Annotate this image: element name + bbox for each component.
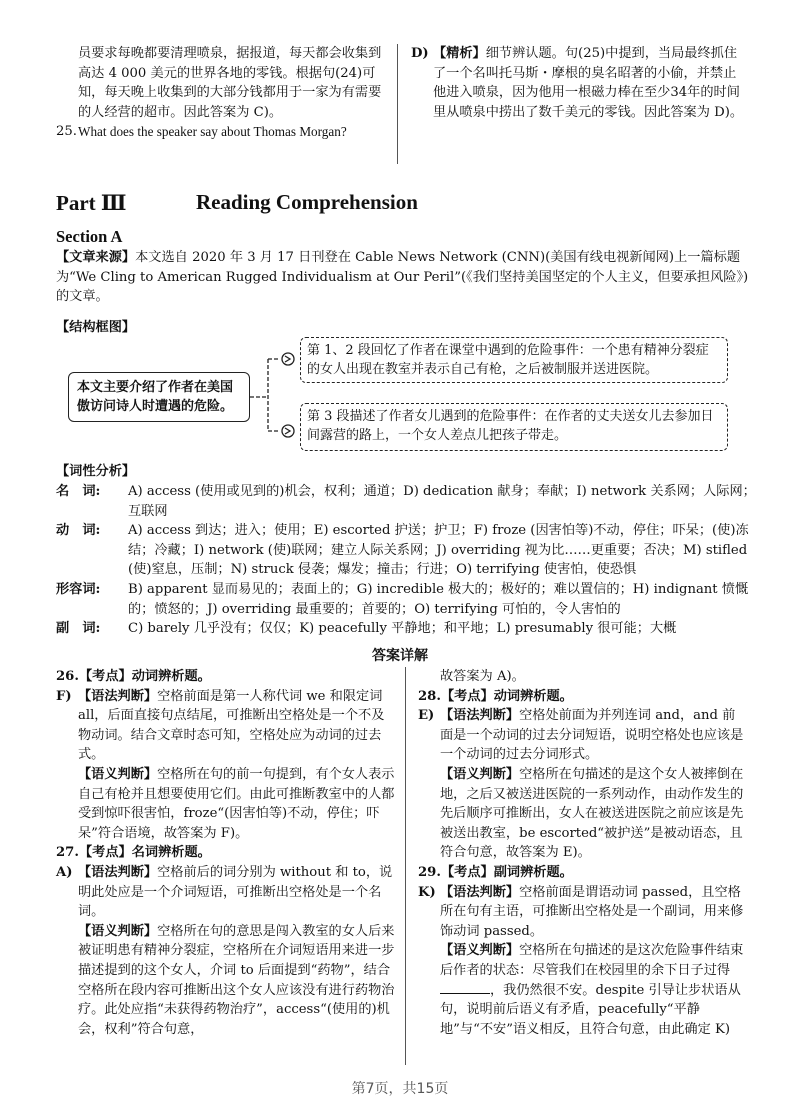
- q27-continuation: 故答案为 A)。: [440, 669, 525, 684]
- pos-row-adjective: 形容词: B) apparent 显而易见的；表面上的；G) incredible 极大的；极好的；难以置信的；H) indignant 愤慨的；愤怒的；J) overriding 最重要的；首要的；O) terrifying 可怕的，令人害怕的: [56, 581, 749, 617]
- paragraph-3-box: 第 3 段描述了作者女儿遇到的危险事件：在作者的丈夫送女儿去参加日间露营的路上，一个女人差点儿把孩子带走。: [300, 403, 728, 451]
- top-left-column: [56, 44, 386, 143]
- pos-row-noun: 名 词: A) access (使用或见到的)机会，权利；通道；D) dedication 献身；奉献；I) network 关系网；人际网；互联网: [56, 484, 756, 519]
- q28-grammar: E) 【语法判断】空格处前面为并列连词 and，and 前面是一个动词的过去分词短语，说明空格处也应该是一个动词的过去分词形式。: [418, 708, 744, 763]
- pos-row-verb: 动 词: A) access 到达；进入；使用；E) escorted 护送；护卫；F) froze (因害怕等)不动，停住；吓呆；(使)冻结；冷藏；I) network (使)联网；建立人际关系网；J) overriding 视为比……更重要；否决；M) stifled (使)窒息，压制；N) struck 侵袭；爆发；撞击；行进；O) terrifying 使害怕，使恐惧: [56, 523, 749, 578]
- q28-semantic: 【语义判断】空格所在句描述的是这个女人被摔倒在地，之后又被送进医院的一系列动作，由动作发生的先后顺序可推断出，女人在被送进医院之前应该是先被送出教室，be escorted“被护送”是被动语态，且符合句意，故答案为 E)。: [440, 766, 744, 861]
- analysis-tag: 【精析】: [433, 46, 486, 61]
- question-25-text: What does the speaker say about Thomas Morgan?: [78, 124, 347, 140]
- answers-left-column: [56, 667, 396, 1039]
- paragraph-1-2-box: 第 1、2 段回忆了作者在课堂中遇到的危险事件：一个患有精神分裂症的女人出现在教室并表示自己有枪，之后被制服并送进医院。: [300, 337, 728, 383]
- answer-25-label: D): [411, 46, 429, 61]
- q27-heading: 27.【考点】名词辨析题。: [56, 845, 211, 861]
- column-divider-top: [397, 44, 398, 164]
- top-left-paragraph: 员要求每晚都要清理喷泉，据报道，每天都会收集到高达 4 000 美元的世界各地的零钱。根据句(24)可知，每天晚上收集到的大部分钱都用于一家为有需要的人经营的超市。因此答案为 C)。: [78, 46, 382, 120]
- analysis-text: 细节辨认题。句(25)中提到，当局最终抓住了一个名叫托马斯・摩根的臭名昭著的小偷，并禁止他进入喷泉，因为他用一根磁力棒在至少34年的时间里从喷泉中捞出了数千美元的零钱。因此答案为 D)。: [433, 46, 744, 120]
- q28-heading: 28.【考点】动词辨析题。: [418, 688, 573, 704]
- q27-grammar: A) 【语法判断】空格前后的词分别为 without 和 to，说明此处应是一个介词短语，可推断出空格处是一个名词。: [56, 864, 393, 920]
- main-idea-box: 本文主要介绍了作者在美国傲访问诗人时遭遇的危险。: [68, 372, 250, 422]
- source-text: 本文选自 2020 年 3 月 17 日刊登在 Cable News Network (CNN)(美国有线电视新闻网)上一篇标题为“We Cling to American Rugged Individualism at Our Peril”(《我们坚持美国坚定的个人主义，但要承担风险》)的文章。: [56, 250, 749, 305]
- section-heading: Section A: [56, 227, 123, 246]
- q29-grammar: K) 【语法判断】空格前面是谓语动词 passed，且空格所在句有主语，可推断出空格处是一个副词，用来修饰动词 passed。: [418, 884, 744, 939]
- question-25-number: 25.: [56, 124, 77, 140]
- q29-semantic: 【语义判断】空格所在句描述的是这次危险事件结束后作者的状态：尽管我们在校园里的余下日子过得，我仍然很不安。despite 引导让步状语从句，说明前后语义有矛盾，peacefully“平静地”与“不安”语义相反，且符合句意，由此确定 K): [440, 943, 744, 1037]
- part-label: Part Ⅲ: [56, 191, 127, 215]
- answers-right-column: [418, 667, 748, 1039]
- q26-heading: 26.【考点】动词辨析题。: [56, 669, 211, 684]
- q27-semantic: 【语义判断】空格所在句的意思是闯入教室的女人后来被证明患有精神分裂症，空格所在介词短语用来进一步描述提到的这个女人，介词 to 后面提到“药物”，结合空格所在段内容可推断出这个女人应该没有进行药物治疗。此处应指“未获得药物治疗”，access“(使用的)机会，权利”符合句意，: [78, 923, 395, 1037]
- top-right-column: [411, 44, 746, 122]
- pos-tag: 【词性分析】: [56, 464, 136, 479]
- pos-list: [56, 482, 756, 639]
- source-tag: 【文章来源】: [56, 250, 136, 265]
- column-divider-bottom: [405, 667, 406, 1065]
- answer-25-analysis: [411, 44, 746, 122]
- question-25: [56, 122, 386, 143]
- part-title: Reading Comprehension: [196, 190, 418, 214]
- page-footer: 第7页，共15页: [351, 1081, 449, 1097]
- pos-row-adverb: 副 词: C) barely 几乎没有；仅仅；K) peacefully 平静地；和平地；L) presumably 很可能；大概: [56, 621, 677, 637]
- article-source: [56, 248, 756, 307]
- part-heading: [56, 190, 418, 216]
- structure-tag: 【结构框图】: [56, 320, 136, 335]
- q26-grammar: F) 【语法判断】空格前面是第一人称代词 we 和限定词 all，后面直接句点结尾，可推断出空格处是一个不及物动词。结合文章时态可知，空格处应为动词的过去式。: [56, 688, 385, 763]
- structure-connectors: [250, 345, 306, 445]
- answers-title: 答案详解: [372, 648, 428, 664]
- fill-blank: [440, 981, 490, 994]
- q29-heading: 29.【考点】副词辨析题。: [418, 864, 573, 880]
- q26-semantic: 【语义判断】空格所在句的前一句提到，有个女人表示自己有枪并且想要使用它们。由此可推断教室中的人都受到惊吓很害怕，froze“(因害怕等)不动，停住；吓呆”符合语境，故答案为 F)。: [78, 766, 395, 841]
